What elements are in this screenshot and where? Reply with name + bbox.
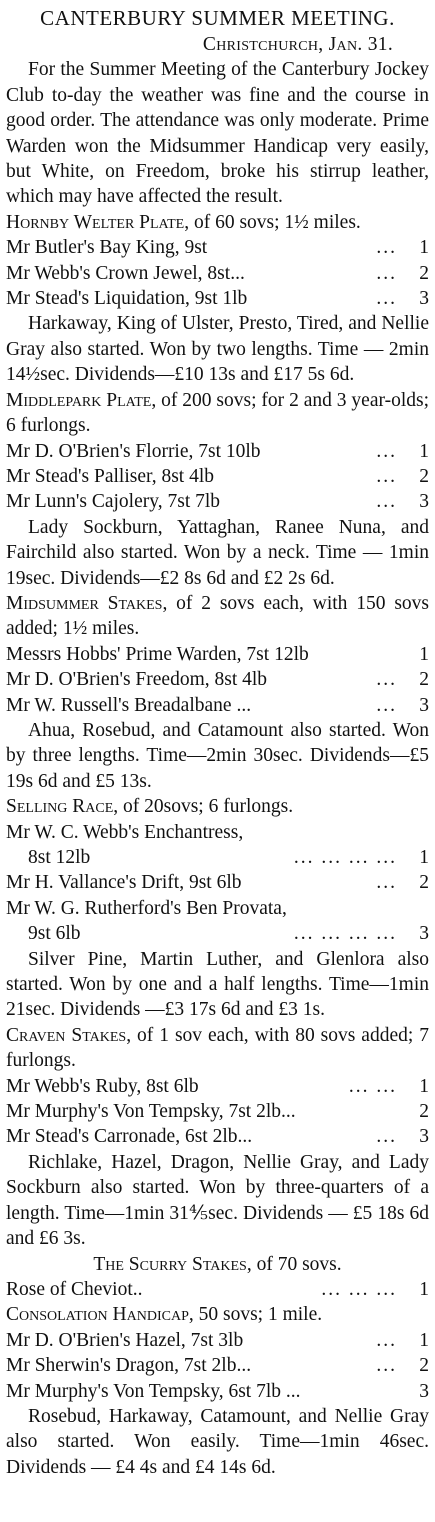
race-summary: Rosebud, Harkaway, Catamount, and Nellie Gray also started. Won easily. Time—1min 46sec. Dividends — £4 4s and £4 14s 6d.	[6, 1405, 429, 1478]
race-heading	[6, 210, 429, 235]
placing-row	[6, 1353, 429, 1378]
race-title: Consolation Handicap	[6, 1304, 189, 1326]
leader-dots: ...	[376, 465, 397, 487]
race-block	[6, 1252, 429, 1303]
placing-row	[6, 464, 429, 489]
placing-position: 3	[419, 1380, 429, 1402]
race-conditions: , of 20sovs; 6 furlongs.	[113, 796, 294, 818]
placing-position: 1	[419, 643, 429, 665]
race-results	[6, 210, 429, 1480]
leader-dots: ...	[376, 1329, 397, 1351]
placing-row	[6, 667, 429, 692]
placing-position: 1	[419, 1075, 429, 1097]
placing-horse: Mr H. Vallance's Drift, 9st 6lb	[6, 872, 242, 894]
race-heading	[6, 591, 429, 642]
placing-horse: Mr Webb's Crown Jewel, 8st...	[6, 262, 245, 284]
leader-dots: ...	[376, 694, 397, 716]
race-summary: Ahua, Rosebud, and Catamount also started. Won by three lengths. Time—2min 30sec. Dividends—£5 19s 6d and £5 13s.	[6, 719, 429, 792]
placing-position: 2	[419, 262, 429, 284]
race-title: Hornby Welter Plate	[6, 211, 185, 233]
race-block	[6, 388, 429, 591]
placing-horse: Mr Stead's Carronade, 6st 2lb...	[6, 1126, 253, 1148]
placing-position: 1	[419, 237, 429, 259]
race-conditions: , of 2 sovs each, with 150 sovs added; 1½ miles.	[6, 592, 429, 640]
placing-row	[6, 1074, 429, 1099]
placing-horse: Rose of Cheviot..	[6, 1278, 143, 1300]
placing-row	[6, 235, 429, 260]
placing-row	[6, 489, 429, 514]
race-heading	[6, 1023, 429, 1074]
placing-position: 3	[419, 1126, 429, 1148]
placing-position: 2	[419, 1101, 429, 1123]
placing-position: 2	[419, 465, 429, 487]
race-title: Selling Race	[6, 796, 114, 818]
leader-dots: ...	[376, 440, 397, 462]
leader-dots: ... ... ... ...	[293, 847, 397, 868]
placing-row	[6, 845, 429, 870]
placing-row	[6, 1277, 429, 1302]
leader-dots: ...	[376, 669, 397, 691]
placing-horse: Mr W. Russell's Breadalbane ...	[6, 694, 252, 716]
placing-row	[6, 1124, 429, 1149]
placing-horse: Messrs Hobbs' Prime Warden, 7st 12lb	[6, 643, 309, 665]
race-summary: Richlake, Hazel, Dragon, Nellie Gray, and Lady Sockburn also started. Won by three-quarters of a length. Time—1min 31⅘sec. Dividends — £5 18s 6d and £6 3s.	[6, 1151, 429, 1250]
placing-owner: Mr W. C. Webb's Enchantress,	[6, 821, 244, 843]
placing-horse: 8st 12lb	[28, 847, 91, 868]
placing-row	[6, 1379, 429, 1404]
race-title: Middlepark Plate	[6, 389, 152, 411]
leader-dots: ... ... ...	[321, 1278, 397, 1300]
race-block	[6, 591, 429, 794]
dateline-text: Christchurch, Jan. 31.	[202, 34, 393, 55]
race-summary: Lady Sockburn, Yattaghan, Ranee Nuna, and Fairchild also started. Won by a neck. Time — 1min 19sec. Dividends—£2 8s 6d and £2 2s 6d.	[6, 516, 429, 589]
placing-horse: Mr D. O'Brien's Florrie, 7st 10lb	[6, 440, 261, 462]
placing-row	[6, 1328, 429, 1353]
race-title: Craven Stakes	[6, 1024, 127, 1046]
placing-horse: Mr D. O'Brien's Freedom, 8st 4lb	[6, 669, 268, 691]
placing-position: 1	[419, 1278, 429, 1300]
placing-position: 2	[419, 669, 429, 691]
leader-dots: ...	[376, 262, 397, 284]
placing-owner: Mr W. G. Rutherford's Ben Provata,	[6, 897, 287, 919]
placing-position: 3	[419, 288, 429, 310]
leader-dots: ...	[376, 872, 397, 894]
placing-position: 3	[419, 491, 429, 513]
race-heading	[6, 388, 429, 439]
placing-horse: Mr Butler's Bay King, 9st	[6, 237, 208, 259]
race-block	[6, 1302, 429, 1480]
race-block	[6, 794, 429, 1023]
leader-dots: ...	[376, 1126, 397, 1148]
placing-horse: Mr Webb's Ruby, 8st 6lb	[6, 1075, 199, 1097]
headline: CANTERBURY SUMMER MEETING.	[40, 6, 395, 30]
placing-row	[6, 261, 429, 286]
leader-dots: ...	[376, 1355, 397, 1377]
placing-row	[6, 286, 429, 311]
placing-position: 3	[419, 694, 429, 716]
placing-position: 2	[419, 1355, 429, 1377]
placing-position: 1	[419, 440, 429, 462]
placing-horse: 9st 6lb	[28, 923, 81, 945]
placing-row	[6, 439, 429, 464]
placing-position: 1	[419, 847, 429, 868]
placing-horse: Mr Stead's Liquidation, 9st 1lb	[6, 288, 248, 310]
placing-horse: Mr Murphy's Von Tempsky, 7st 2lb...	[6, 1101, 296, 1123]
placing-position: 2	[419, 872, 429, 894]
leader-dots: ... ... ... ...	[293, 923, 397, 945]
placing-row	[6, 642, 429, 667]
race-conditions: , of 1 sov each, with 80 sovs added; 7 furlongs.	[6, 1024, 429, 1072]
placing-horse: Mr Murphy's Von Tempsky, 6st 7lb ...	[6, 1380, 301, 1402]
placing-row	[6, 693, 429, 718]
placing-horse: Mr Lunn's Cajolery, 7st 7lb	[6, 491, 221, 513]
race-conditions: , of 70 sovs.	[246, 1253, 342, 1275]
leader-dots: ...	[376, 491, 397, 513]
placing-horse: Mr D. O'Brien's Hazel, 7st 3lb	[6, 1329, 244, 1351]
race-conditions: , of 200 sovs; for 2 and 3 year-olds; 6 furlongs.	[6, 389, 430, 437]
placing-row	[6, 921, 429, 946]
placing-position: 1	[419, 1329, 429, 1351]
placing-row	[6, 870, 429, 895]
race-conditions: , 50 sovs; 1 mile.	[188, 1304, 323, 1326]
race-heading	[6, 794, 429, 819]
race-block	[6, 210, 429, 388]
race-heading	[6, 1302, 429, 1327]
leader-dots: ...	[376, 237, 397, 259]
leader-dots: ...	[376, 288, 397, 310]
race-conditions: , of 60 sovs; 1½ miles.	[184, 211, 361, 233]
dateline	[6, 32, 429, 57]
race-block	[6, 1023, 429, 1252]
placing-horse: Mr Sherwin's Dragon, 7st 2lb...	[6, 1355, 252, 1377]
leader-dots: ... ...	[348, 1075, 397, 1097]
race-title: The Scurry Stakes	[93, 1253, 247, 1275]
race-summary: Silver Pine, Martin Luther, and Glenlora also started. Won by one and a half lengths. Time—1min 21sec. Dividends —£3 17s 6d and £3 1s.	[6, 948, 429, 1021]
race-summary: Harkaway, King of Ulster, Presto, Tired, and Nellie Gray also started. Won by two lengths. Time — 2min 14½sec. Dividends—£10 13s and £17 5s 6d.	[6, 313, 429, 386]
placing-position: 3	[419, 923, 429, 945]
placing-horse: Mr Stead's Palliser, 8st 4lb	[6, 465, 215, 487]
placing-row	[6, 1099, 429, 1124]
race-title: Midsummer Stakes	[6, 592, 163, 614]
race-heading	[6, 1252, 429, 1277]
intro-paragraph: For the Summer Meeting of the Canterbury Jockey Club to-day the weather was fine and the course in good order. The attendance was only moderate. Prime Warden won the Midsummer Handicap very easily, but White, on Freedom, broke his stirrup leather, which may have affected the result.	[6, 59, 429, 208]
